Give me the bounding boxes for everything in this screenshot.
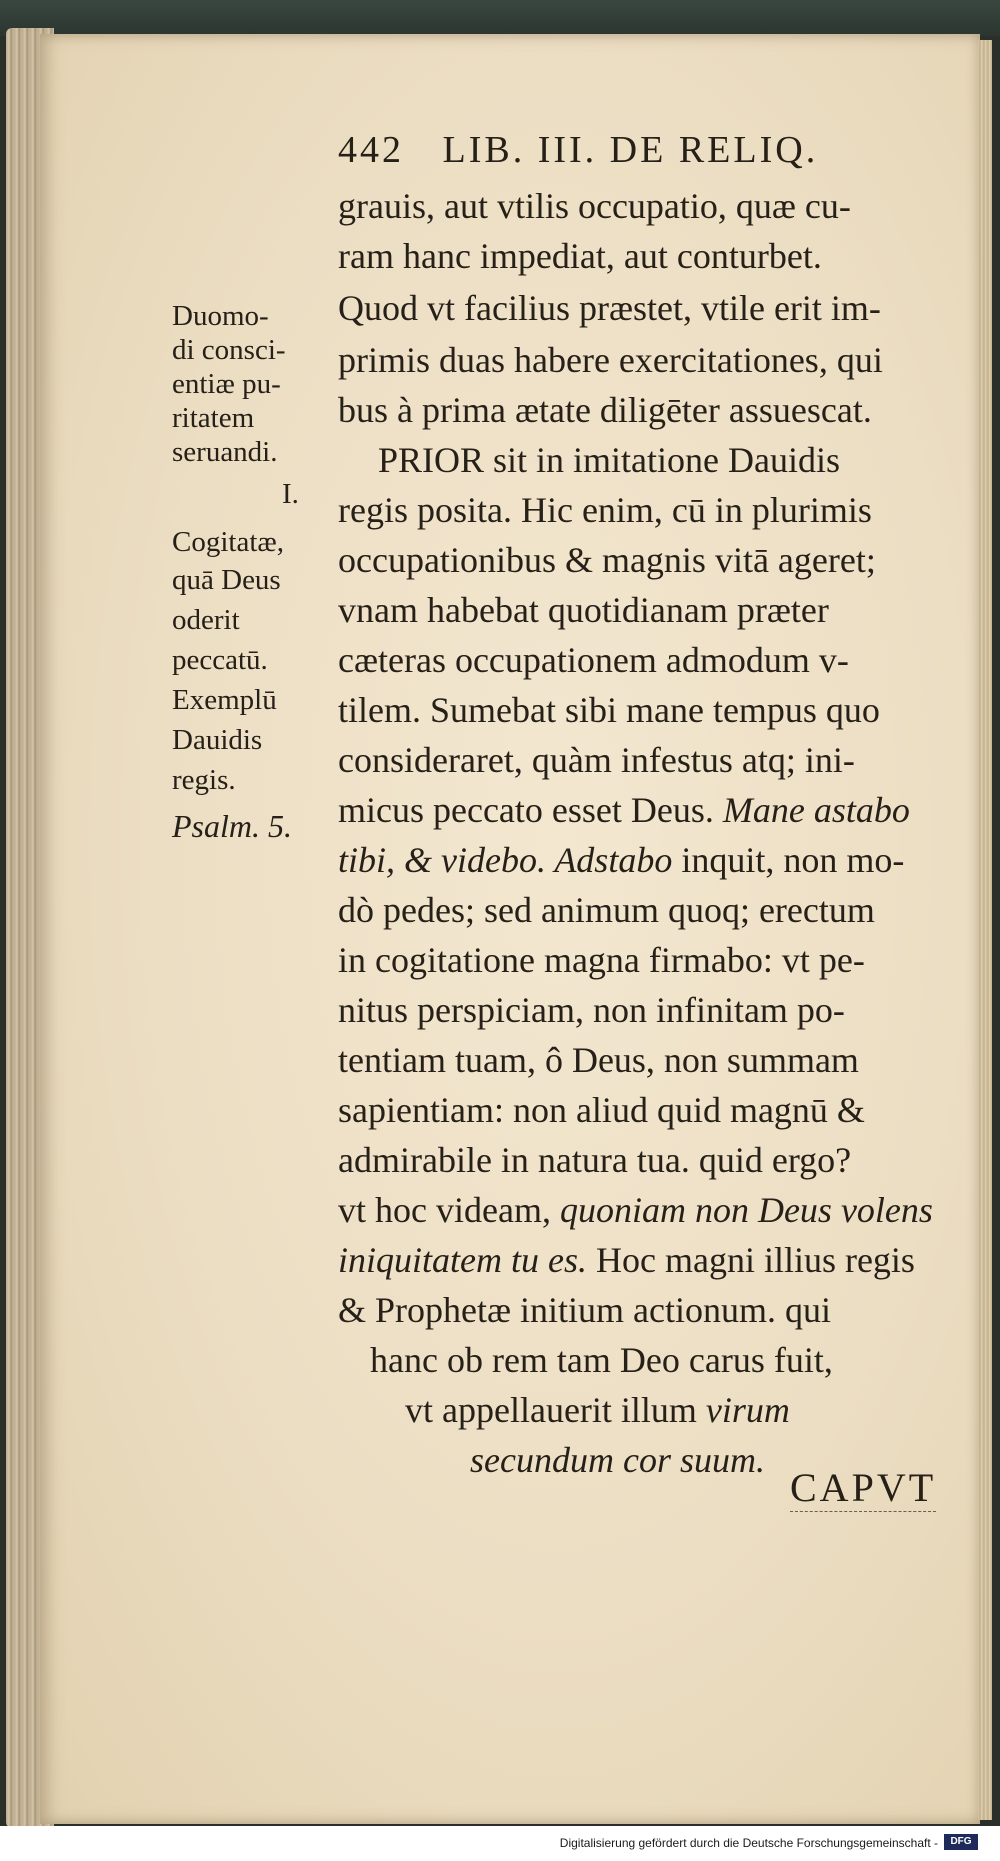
body-line bbox=[338, 840, 904, 880]
margin-note-line: oderit bbox=[172, 604, 240, 636]
page-number: 442 bbox=[338, 129, 404, 171]
body-line: grauis, aut vtilis occupatio, quæ cu- bbox=[338, 186, 851, 226]
body-line bbox=[470, 1440, 765, 1480]
body-line: vnam habebat quotidianam præter bbox=[338, 590, 829, 630]
catchword: CAPVT bbox=[790, 1465, 937, 1510]
margin-note-line: ritatem bbox=[172, 402, 255, 434]
margin-note-line: I. bbox=[282, 478, 299, 510]
margin-note-line: Cogitatæ, bbox=[172, 526, 284, 558]
body-text: inquit, non mo- bbox=[672, 840, 905, 880]
body-line: primis duas habere exercitationes, qui bbox=[338, 340, 883, 380]
body-line: nitus perspiciam, non infinitam po- bbox=[338, 990, 845, 1030]
body-italic-text: tibi, & videbo. Adstabo bbox=[338, 840, 673, 880]
body-line: admirabile in natura tua. quid ergo? bbox=[338, 1140, 852, 1180]
running-head bbox=[338, 128, 818, 172]
body-italic-text: virum bbox=[705, 1390, 790, 1430]
body-line: PRIOR sit in imitatione Dauidis bbox=[378, 440, 841, 480]
body-line: consideraret, quàm infestus atq; ini- bbox=[338, 740, 855, 780]
margin-note-line: quā Deus bbox=[172, 564, 281, 596]
margin-note-line: di consci- bbox=[172, 334, 286, 366]
body-line: in cogitatione magna firmabo: vt pe- bbox=[338, 940, 865, 980]
body-line: & Prophetæ initium actionum. qui bbox=[338, 1290, 831, 1330]
body-line: Quod vt facilius præstet, vtile erit im- bbox=[338, 288, 881, 328]
body-italic-text: iniquitatem tu es. bbox=[338, 1240, 587, 1280]
body-line: tilem. Sumebat sibi mane tempus quo bbox=[338, 690, 880, 730]
body-line: hanc ob rem tam Deo carus fuit, bbox=[370, 1340, 833, 1380]
body-line bbox=[338, 1190, 933, 1230]
body-italic-text: Mane astabo bbox=[722, 790, 910, 830]
margin-note-line: seruandi. bbox=[172, 436, 278, 468]
body-italic-text: quoniam non Deus volens bbox=[559, 1190, 933, 1230]
book-gutter-edge bbox=[978, 40, 992, 1820]
body-text: Hoc magni illius regis bbox=[586, 1240, 915, 1280]
body-line: sapientiam: non aliud quid magnū & bbox=[338, 1090, 865, 1130]
body-line bbox=[338, 790, 910, 830]
margin-note-line: entiæ pu- bbox=[172, 368, 281, 400]
body-line bbox=[405, 1390, 790, 1430]
dfg-logo: DFG bbox=[944, 1834, 978, 1850]
body-text: micus peccato esset Deus. bbox=[338, 790, 714, 830]
body-line: regis posita. Hic enim, cū in plurimis bbox=[338, 490, 872, 530]
margin-note-line: peccatū. bbox=[172, 644, 268, 676]
body-line: tentiam tuam, ô Deus, non summam bbox=[338, 1040, 859, 1080]
body-text: vt appellauerit illum bbox=[405, 1390, 706, 1430]
margin-note-line: Duomo- bbox=[172, 300, 269, 332]
margin-note-line: Exemplū bbox=[172, 684, 277, 716]
body-line: occupationibus & magnis vitā ageret; bbox=[338, 540, 876, 580]
margin-note-line: regis. bbox=[172, 764, 236, 796]
margin-note-line: Psalm. 5. bbox=[172, 808, 292, 844]
body-line: ram hanc impediat, aut conturbet. bbox=[338, 236, 822, 276]
body-line bbox=[338, 1240, 915, 1280]
body-text: vt hoc videam, bbox=[338, 1190, 560, 1230]
running-title: LIB. III. DE RELIQ. bbox=[442, 129, 819, 171]
body-line: dò pedes; sed animum quoq; erectum bbox=[338, 890, 875, 930]
body-italic-text: secundum cor suum. bbox=[470, 1440, 765, 1480]
scanner-background bbox=[0, 0, 1000, 36]
digitization-credit: Digitalisierung gefördert durch die Deutsche Forschungsgemeinschaft - bbox=[559, 1836, 938, 1850]
body-line: bus à prima ætate diligēter assuescat. bbox=[338, 390, 872, 430]
margin-note-line: Dauidis bbox=[172, 724, 263, 756]
body-line: cæteras occupationem admodum v- bbox=[338, 640, 849, 680]
